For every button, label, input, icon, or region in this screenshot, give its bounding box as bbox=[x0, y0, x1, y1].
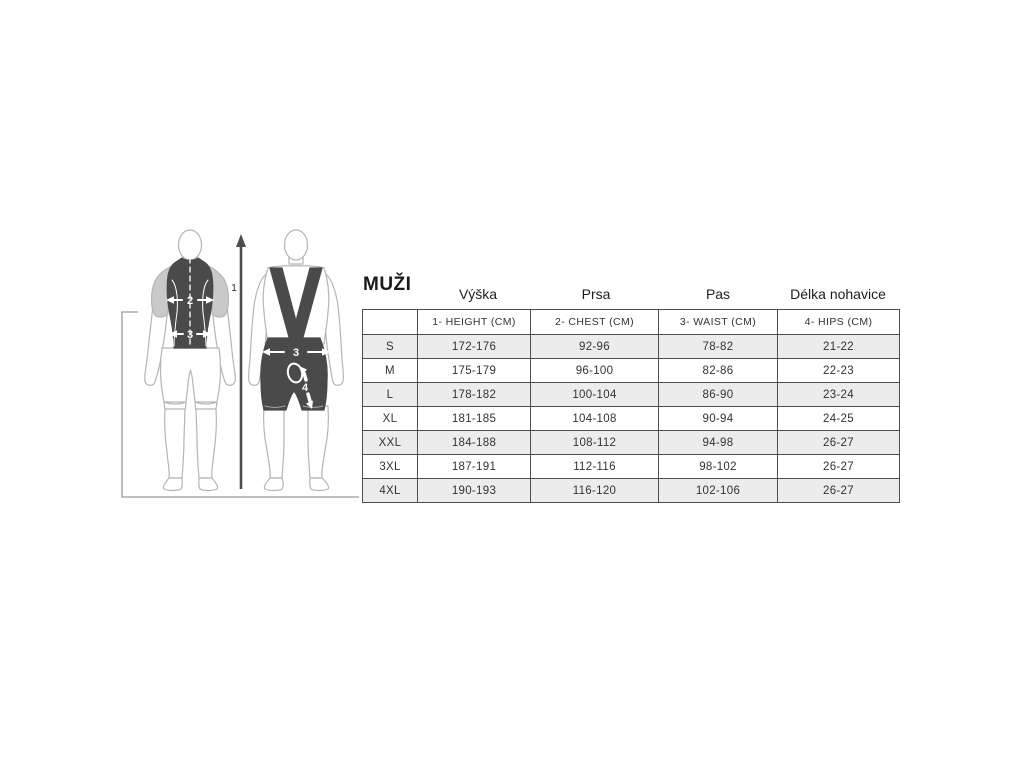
bib-shorts-figure bbox=[249, 230, 344, 491]
header-chest-cell: 2- CHEST (CM) bbox=[531, 310, 659, 335]
waist-marker-label-bib: 3 bbox=[292, 347, 300, 359]
jersey-man-head bbox=[179, 230, 202, 260]
value-cell: 92-96 bbox=[531, 335, 659, 359]
bib-man-left-foot bbox=[264, 478, 283, 491]
table-row bbox=[363, 479, 900, 503]
size-cell: M bbox=[363, 359, 418, 383]
table-row bbox=[363, 383, 900, 407]
size-cell: 4XL bbox=[363, 479, 418, 503]
value-cell: 98-102 bbox=[659, 455, 778, 479]
value-cell: 190-193 bbox=[418, 479, 531, 503]
jersey-man-left-leg bbox=[165, 409, 185, 478]
value-cell: 178-182 bbox=[418, 383, 531, 407]
value-cell: 26-27 bbox=[778, 479, 900, 503]
caption-waist: Pas bbox=[705, 286, 731, 302]
value-cell: 104-108 bbox=[531, 407, 659, 431]
size-cell: S bbox=[363, 335, 418, 359]
value-cell: 102-106 bbox=[659, 479, 778, 503]
header-size-cell bbox=[363, 310, 418, 335]
jersey-man-shorts bbox=[161, 348, 221, 402]
header-height-cell: 1- HEIGHT (CM) bbox=[418, 310, 531, 335]
value-cell: 23-24 bbox=[778, 383, 900, 407]
value-cell: 100-104 bbox=[531, 383, 659, 407]
jersey-man-right-foot bbox=[199, 478, 218, 491]
table-row bbox=[363, 431, 900, 455]
table-row bbox=[363, 335, 900, 359]
table-row bbox=[363, 455, 900, 479]
measurement-diagram bbox=[110, 222, 370, 512]
value-cell: 108-112 bbox=[531, 431, 659, 455]
size-cell: L bbox=[363, 383, 418, 407]
value-cell: 21-22 bbox=[778, 335, 900, 359]
size-cell: XL bbox=[363, 407, 418, 431]
bib-man-left-leg bbox=[264, 406, 284, 478]
size-table bbox=[362, 309, 900, 503]
size-cell: 3XL bbox=[363, 455, 418, 479]
bib-man-right-foot bbox=[310, 478, 329, 491]
table-row bbox=[363, 359, 900, 383]
value-cell: 116-120 bbox=[531, 479, 659, 503]
value-cell: 172-176 bbox=[418, 335, 531, 359]
value-cell: 181-185 bbox=[418, 407, 531, 431]
value-cell: 96-100 bbox=[531, 359, 659, 383]
size-cell: XXL bbox=[363, 431, 418, 455]
header-hips-cell: 4- HIPS (CM) bbox=[778, 310, 900, 335]
value-cell: 90-94 bbox=[659, 407, 778, 431]
bib-man-head bbox=[285, 230, 308, 260]
value-cell: 184-188 bbox=[418, 431, 531, 455]
table-header-row bbox=[363, 310, 900, 335]
header-waist-cell: 3- WAIST (CM) bbox=[659, 310, 778, 335]
value-cell: 26-27 bbox=[778, 431, 900, 455]
caption-hips: Délka nohavice bbox=[790, 286, 886, 302]
value-cell: 26-27 bbox=[778, 455, 900, 479]
height-marker-label: 1 bbox=[231, 282, 237, 294]
waist-marker-label-jersey: 3 bbox=[186, 329, 194, 341]
value-cell: 22-23 bbox=[778, 359, 900, 383]
value-cell: 94-98 bbox=[659, 431, 778, 455]
table-row bbox=[363, 407, 900, 431]
value-cell: 175-179 bbox=[418, 359, 531, 383]
jersey-man-right-leg bbox=[196, 409, 216, 478]
caption-chest: Prsa bbox=[581, 286, 611, 302]
bib-man-right-leg bbox=[308, 406, 328, 478]
value-cell: 82-86 bbox=[659, 359, 778, 383]
value-cell: 187-191 bbox=[418, 455, 531, 479]
jersey-man-left-foot bbox=[163, 478, 182, 491]
jersey-figure bbox=[145, 230, 236, 491]
page-title: MUŽI bbox=[363, 274, 412, 295]
value-cell: 112-116 bbox=[531, 455, 659, 479]
chest-marker-label: 2 bbox=[186, 295, 194, 307]
value-cell: 86-90 bbox=[659, 383, 778, 407]
caption-height: Výška bbox=[458, 286, 498, 302]
leg-length-marker-label: 4 bbox=[301, 382, 309, 394]
value-cell: 24-25 bbox=[778, 407, 900, 431]
value-cell: 78-82 bbox=[659, 335, 778, 359]
